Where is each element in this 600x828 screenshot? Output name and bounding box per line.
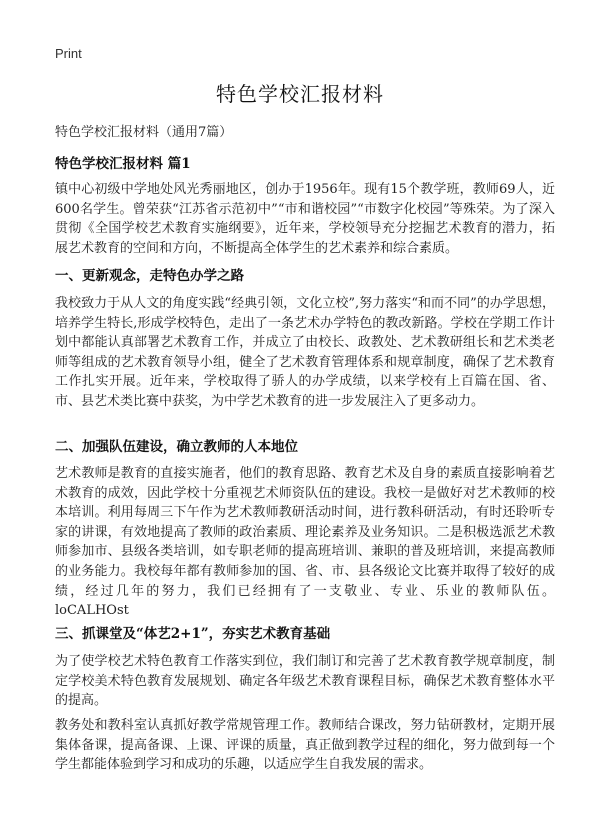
article-heading: 特色学校汇报材料 篇1: [55, 156, 191, 172]
section-2-heading: 二、加强队伍建设，确立教师的人本地位: [55, 439, 298, 455]
document-subtitle: 特色学校汇报材料（通用7篇）: [55, 125, 233, 140]
section-1-paragraph: 我校致力于从人文的角度实践“经典引领，文化立校”,努力落实“和而不同”的办学思想，培养学生特长,形成学校特色，走出了一条艺术办学特色的教改新路。学校在学期工作计划中都能认真部署艺术教育工作，并成立了由校长、政教处、艺术教研组长和艺术类老师等组成的艺术教育领导小组，健全了艺术教育管理体系和规章制度，确保了艺术教育工作扎实开展。近年来，学校取得了骄人的办学成绩，以来学校有上百篇在国、省、市、县艺术类比赛中获奖，为中学艺术教育的进一步发展注入了更多动力。: [55, 296, 555, 409]
page-title: 特色学校汇报材料: [216, 82, 384, 106]
section-1-heading: 一、更新观念，走特色办学之路: [55, 268, 244, 284]
print-link[interactable]: Print: [55, 46, 82, 61]
section-3-paragraph-2: 教务处和教科室认真抓好教学常规管理工作。教师结合课改，努力钻研教材，定期开展集体备课，提高备课、上课、评课的质量，真正做到教学过程的细化，努力做到每一个学生都能体验到学习和成功的乐趣，以适应学生自我发展的需求。: [55, 718, 555, 773]
section-3-heading: 三、抓课堂及“体艺2+1”，夯实艺术教育基础: [55, 626, 331, 642]
section-3-paragraph-1: 为了使学校艺术特色教育工作落实到位，我们制订和完善了艺术教育教学规章制度，制定学校美术特色教育发展规划、确定各年级艺术教育课程目标，确保艺术教育整体水平的提高。: [55, 654, 555, 709]
section-2-paragraph: 艺术教师是教育的直接实施者，他们的教育思路、教育艺术及自身的素质直接影响着艺术教育的成效，因此学校十分重视艺术师资队伍的建设。我校一是做好对艺术教师的校本培训。利用每周三下午作为艺术教师教研活动时间，进行教科研活动，有时还聆听专家的讲课，有效地提高了教师的政治素质、理论素养及业务知识。二是积极选派艺术教师参加市、县级各类培训，如专职老师的提高班培训、兼职的普及班培训，来提高教师的业务能力。我校每年都有教师参加的国、省、市、县各级论文比赛并取得了较好的成绩，经过几年的努力，我们已经拥有了一支敬业、专业、乐业的教师队伍。loCALHOst: [55, 466, 555, 619]
intro-paragraph: 镇中心初级中学地处风光秀丽地区，创办于1956年。现有15个教学班，教师69人，近600名学生。曾荣获“江苏省示范初中”“市和谐校园”“市数字化校园”等殊荣。为了深入贯彻《全国学校艺术教育实施纲要》，近年来，学校领导充分挖掘艺术教育的潜力，拓展艺术教育的空间和方向，不断提高全体学生的艺术素养和综合素质。: [55, 182, 555, 256]
